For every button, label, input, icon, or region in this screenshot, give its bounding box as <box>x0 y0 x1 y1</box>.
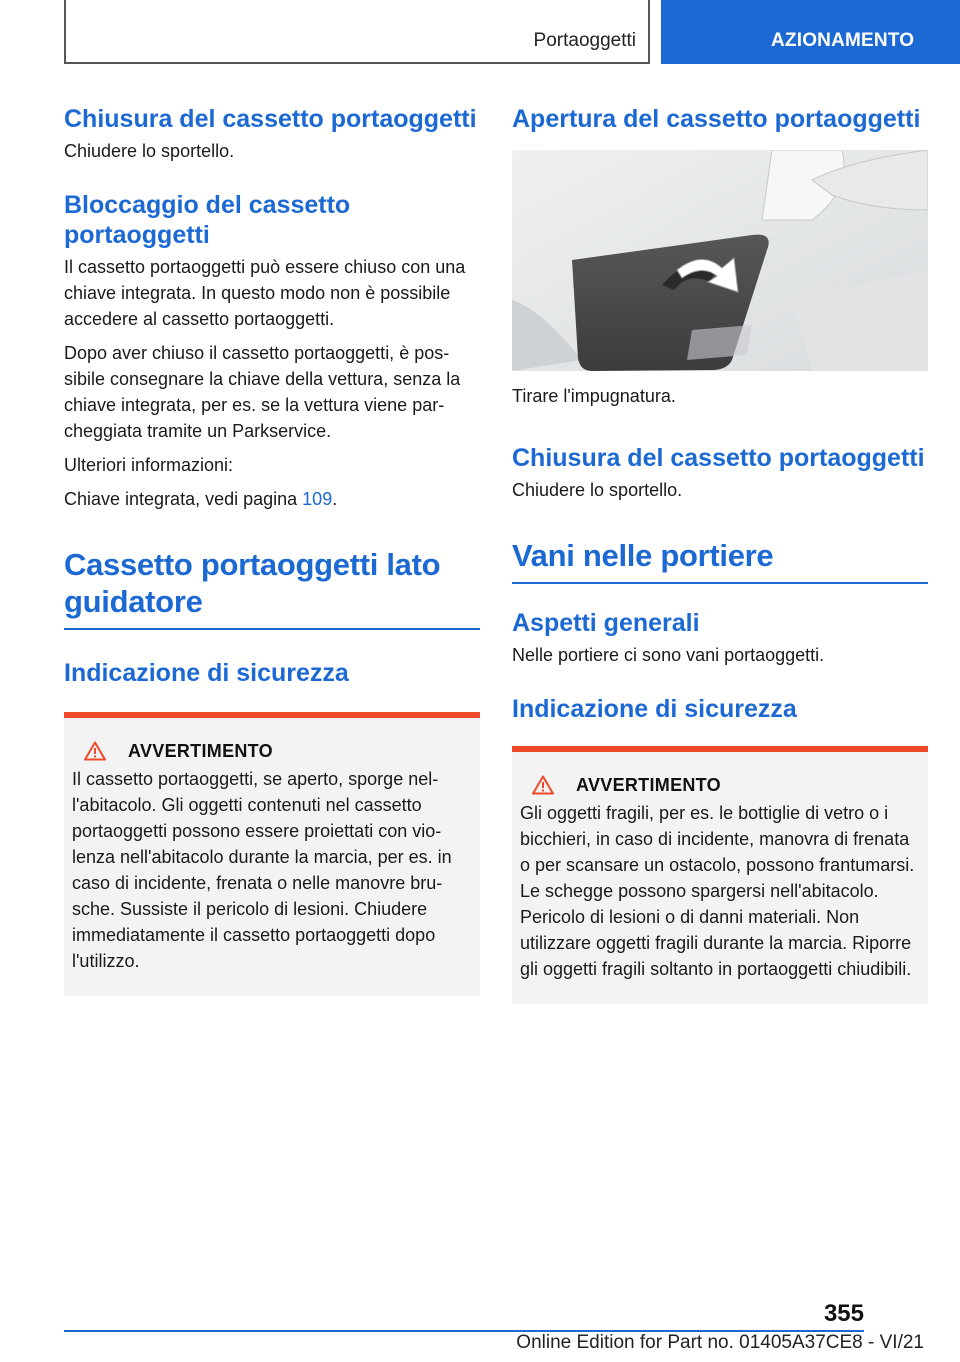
text-locking-1: Il cassetto portaoggetti può essere chiuso con una chiave integrata. In questo modo non è possibile accedere al cassetto portaoggetti. <box>64 257 466 329</box>
header-chapter-tab[interactable] <box>661 0 960 64</box>
warning-title-right: AVVERTIMENTO <box>576 774 721 795</box>
text-close-door: Chiudere lo sportello. <box>64 141 235 161</box>
warning-box-left <box>64 712 480 996</box>
warning-text: Il cassetto portaoggetti, se aperto, sporge nell'abitacolo. Gli oggetti contenuti nel cassetto portaoggetti possono essere proiettati con violenza nell'abitacolo durante la marcia, per es. in caso di incidente, frenata o nelle manovre brusche. Sussiste il pericolo di lesioni. Chiudere immediatamente il cassetto portaoggetti dopo l'utilizzo. <box>72 769 452 971</box>
heading-safety-left: Indicazione di sicurezza <box>64 659 349 687</box>
warning-triangle-icon <box>84 741 106 761</box>
text-locking-2: Dopo aver chiuso il cassetto portaoggetti, è possibile consegnare la chiave della vettura, senza la chiave integrata, per es. se la vettura viene parcheggiata tramite un Parkservice. <box>64 343 461 441</box>
text-close-door-right: Chiudere lo sportello. <box>512 480 683 500</box>
section-divider <box>64 628 480 630</box>
edition-text: Online Edition for Part no. 01405A37CE8 - VI/21 <box>516 1332 924 1353</box>
reference-text: Chiave integrata, vedi pagina <box>64 489 303 509</box>
section-title-driver-glovebox: Cassetto portaoggetti lato guidatore <box>64 547 441 619</box>
header-section-title: Portaoggetti <box>533 30 636 51</box>
glovebox-illustration <box>512 150 928 371</box>
left-column <box>64 104 480 996</box>
text-reference <box>64 486 480 512</box>
page-number: 355 <box>823 1300 864 1327</box>
section-title-door-pockets: Vani nelle portiere <box>512 538 774 573</box>
image-caption: Tirare l'impugnatura. <box>512 386 676 406</box>
heading-closing-glovebox: Chiusura del cassetto portaoggetti <box>64 105 477 133</box>
heading-closing-glovebox-right: Chiusura del cassetto portaoggetti <box>512 444 925 472</box>
heading-locking-glovebox: Bloccaggio del cassetto portaoggetti <box>64 191 351 249</box>
warning-title: AVVERTIMENTO <box>128 740 273 761</box>
reference-end: . <box>332 489 338 509</box>
warning-header-right <box>520 772 920 798</box>
glovebox-handle-image <box>512 150 928 371</box>
header-section-box <box>64 0 650 64</box>
text-door-pockets: Nelle portiere ci sono vani portaoggetti. <box>512 645 825 665</box>
right-column <box>512 104 928 1004</box>
warning-header <box>72 738 472 764</box>
warning-box-right <box>512 746 928 1004</box>
heading-opening-glovebox: Apertura del cassetto portaoggetti <box>512 105 921 133</box>
header-chapter-title: AZIONAMENTO <box>771 30 915 51</box>
section-divider-right <box>512 582 928 584</box>
text-more-info: Ulteriori informazioni: <box>64 455 234 475</box>
heading-general-aspects: Aspetti generali <box>512 609 700 637</box>
warning-text-right: Gli oggetti fragili, per es. le bottiglie di vetro o i bicchieri, in caso di incidente, manovra di frenata o per scansare un ostacolo, possono frantumarsi. Le schegge possono spargersi nell'abitacolo. Pericolo di lesioni o di danni materiali. Non utilizzare oggetti fragili durante la marcia. Riporre gli oggetti fragili soltanto in portaoggetti chiudibili. <box>520 803 915 979</box>
page-link-109[interactable]: 109 <box>302 489 333 509</box>
warning-triangle-icon <box>532 775 554 795</box>
page-header <box>64 0 960 66</box>
heading-safety-right: Indicazione di sicurezza <box>512 695 797 723</box>
